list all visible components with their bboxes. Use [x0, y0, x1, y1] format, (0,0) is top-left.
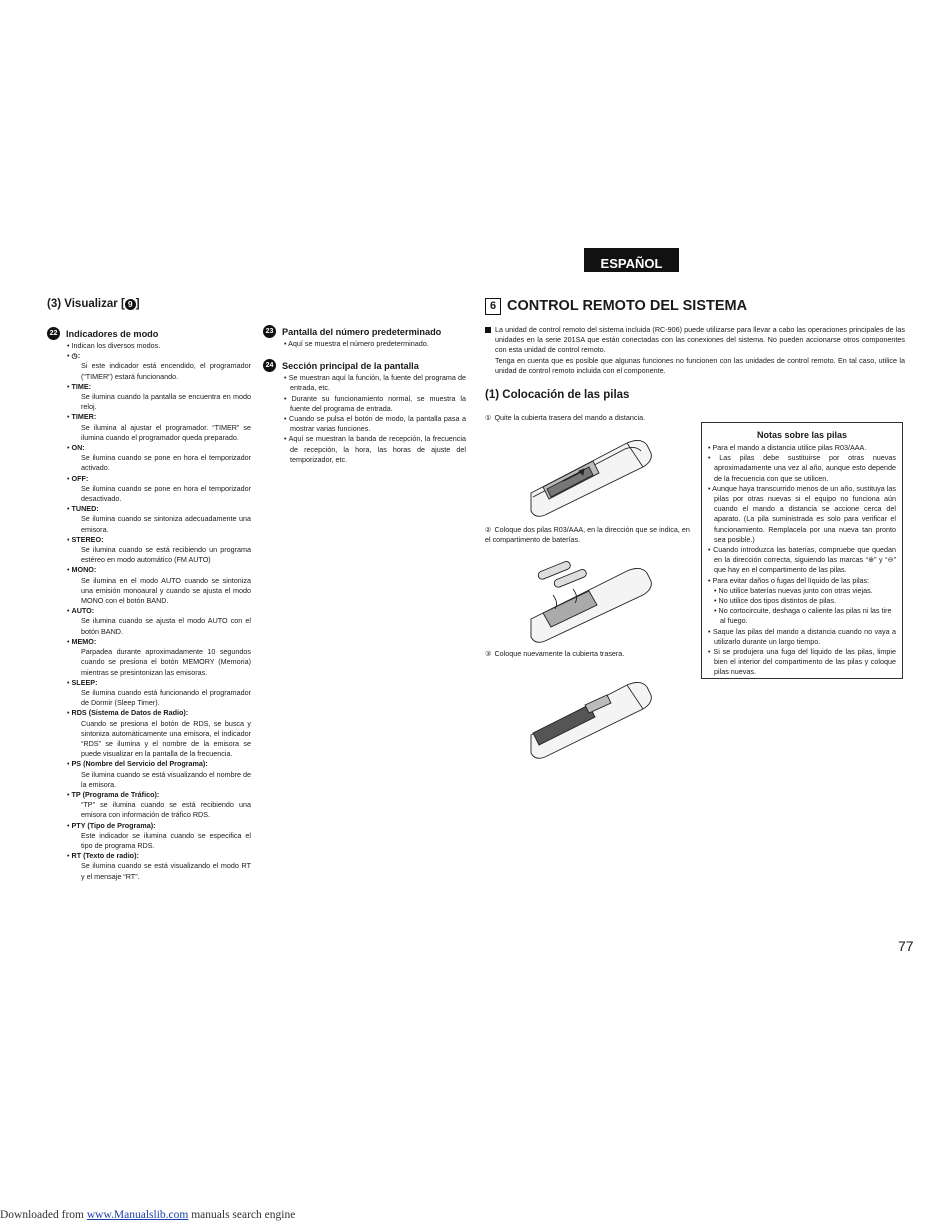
battery-insertion-illustration	[523, 559, 653, 645]
step-1	[485, 413, 690, 423]
mode-item	[67, 790, 251, 821]
mode-description: Se ilumina cuando se está visualizando el nombre de la emisora.	[81, 769, 251, 789]
mode-name: • AUTO:	[67, 606, 251, 616]
mode-item	[67, 412, 251, 443]
mode-item	[67, 565, 251, 606]
mode-name: • TP (Programa de Tráfico):	[67, 790, 251, 800]
mode-item	[67, 351, 251, 382]
bullet-item: • Aquí se muestran la banda de recepción, la frecuencia de recepción, la hora, las horas de ajuste del temporizador, etc.	[263, 434, 466, 465]
battery-steps	[485, 411, 905, 731]
mode-name: • TUNED:	[67, 504, 251, 514]
note-item: • Cuando introduzca las baterías, compruebe que quedan en la dirección correcta, siguiendo las marcas “⊕” y “⊖” que hay en el compartimento de las pilas.	[708, 545, 896, 576]
notes-title: Notas sobre las pilas	[756, 430, 848, 441]
mode-name: • TIMER:	[67, 412, 251, 422]
mode-name: • OFF:	[67, 474, 251, 484]
mode-item	[67, 637, 251, 678]
intro-text-1: La unidad de control remoto del sistema incluida (RC-906) puede utilizarse para llevar a cabo las operaciones principales de las unidades en la serie 201SA que están conectadas con las conexiones del sistema. No pueden accionarse otros componentes con esta unidad de control remoto.	[495, 325, 905, 355]
intro-paragraph	[485, 325, 905, 376]
section-label: (3)	[47, 298, 62, 310]
mode-description: Este indicador se ilumina cuando se especifica el tipo de programa RDS.	[81, 830, 251, 850]
preset-number-heading	[263, 325, 466, 338]
footer-prefix: Downloaded from	[0, 1209, 87, 1221]
footer	[0, 1209, 295, 1221]
mode-item	[67, 678, 251, 709]
chapter-heading	[485, 298, 905, 315]
note-item: • Saque las pilas del mando a distancia cuando no vaya a utilizarlo durante un largo tiempo.	[708, 627, 896, 647]
step-text: Quite la cubierta trasera del mando a distancia.	[494, 413, 646, 423]
note-item: • Para el mando a distancia utilice pilas R03/AAA.	[708, 443, 896, 453]
footer-suffix: manuals search engine	[188, 1209, 296, 1221]
step-text: Coloque dos pilas R03/AAA, en la dirección que se indica, en el compartimento de baterías.	[485, 525, 690, 545]
bullet-list	[263, 339, 466, 349]
item-number: 24	[263, 359, 276, 372]
mode-description: Parpadea durante aproximadamente 10 segundos cuando se presiona el botón MEMORY (Memoria) mientras se presintonizan las emisoras.	[81, 647, 251, 677]
mode-item	[67, 474, 251, 505]
remote-cover-removal-illustration	[523, 431, 653, 517]
mode-item	[67, 851, 251, 882]
mode-description: Se ilumina cuando se está recibiendo un programa estéreo en modo automático (FM AUTO)	[81, 545, 251, 565]
language-badge: ESPAÑOL	[584, 248, 679, 272]
mode-description: Se ilumina en el modo AUTO cuando se sintoniza una emisión monoaural y cuando se ajusta el modo MONO con el botón BAND.	[81, 575, 251, 606]
mode-description: Se ilumina cuando se está visualizando el modo RT y el mensaje “RT”.	[81, 861, 251, 881]
manualslib-link[interactable]: www.Manualslib.com	[86, 1209, 189, 1221]
main-display-block	[263, 359, 466, 465]
subsection-title: Colocación de las pilas	[502, 389, 630, 402]
mode-name: • TIME:	[67, 382, 251, 392]
note-sub-item: • No cortocircuite, deshaga o caliente las pilas ni las tire al fuego.	[708, 606, 896, 626]
step-number: ①	[485, 413, 492, 423]
mode-item	[67, 821, 251, 852]
mode-description: Se ilumina cuando se pone en hora el temporizador activado.	[81, 453, 251, 473]
mode-description: Si este indicador está encendido, el programador (“TIMER”) estará funcionando.	[81, 361, 251, 381]
note-item: • Para evitar daños o fugas del líquido de las pilas:	[708, 576, 896, 586]
mode-name: • ON:	[67, 443, 251, 453]
mode-name: • STEREO:	[67, 535, 251, 545]
mode-name: • PS (Nombre del Servicio del Programa):	[67, 759, 251, 769]
bullet-item: • Cuando se pulsa el botón de modo, la pantalla pasa a mostrar varias funciones.	[263, 414, 466, 434]
mode-name: • RDS (Sistema de Datos de Radio):	[67, 708, 251, 718]
mode-description: Se ilumina cuando se ajusta el modo AUTO con el botón BAND.	[81, 616, 251, 636]
note-item: • Si se produjera una fuga del líquido de las pilas, limpie bien el interior del compartimento de las pilas y coloque pilas nuevas.	[708, 647, 896, 678]
mode-description: Se ilumina cuando se pone en hora el temporizador desactivado.	[81, 483, 251, 504]
bullet-list	[263, 373, 466, 465]
step-number: ②	[485, 525, 492, 535]
display-section-continued	[263, 325, 466, 475]
item-number: 22	[47, 327, 60, 340]
step-3	[485, 649, 690, 659]
mode-item	[67, 535, 251, 566]
main-display-heading	[263, 359, 466, 372]
note-sub-item: • No utilice dos tipos distintos de pilas.	[708, 596, 896, 606]
section-heading: (3) Visualizar [ 9 ]	[47, 298, 140, 310]
bullet-item: • Aquí se muestra el número predeterminado.	[263, 339, 466, 349]
mode-description: “TP” se ilumina cuando se está recibiendo una emisora con información de tráfico RDS.	[81, 800, 251, 820]
note-item: • Aunque haya transcurrido menos de un año, sustituya las pilas por otras nuevas si el equipo no funciona aún cuando el mando a distancia se accione cerca del aparato. (La pila suministrada es solo para verificar el funcionamiento. Remplacela por una nueva tan pronto sea posible.)	[708, 484, 896, 545]
notes-list	[708, 443, 896, 678]
remote-control-section	[485, 298, 905, 731]
page-number: 77	[898, 938, 914, 954]
intro-text-2: Tenga en cuenta que es posible que algunas funciones no funcionen con las unidades de control remoto. En tal caso, utilice la unidad de control remoto incluida con el componente.	[495, 355, 905, 375]
step-text: Coloque nuevamente la cubierta trasera.	[494, 649, 625, 659]
mode-name: • MONO:	[67, 565, 251, 575]
mode-indicators-intro: • Indican los diversos modos.	[47, 341, 251, 351]
subsection-heading	[485, 388, 905, 402]
mode-name: • SLEEP:	[67, 678, 251, 688]
battery-notes-box	[701, 422, 903, 679]
mode-item	[67, 606, 251, 637]
cover-replacement-illustration	[523, 673, 653, 759]
item-number: 23	[263, 325, 276, 338]
bullet-item: • Se muestran aquí la función, la fuente del programa de entrada, etc.	[263, 373, 466, 393]
display-section	[47, 298, 251, 882]
note-sub-item: • No utilice baterías nuevas junto con otras viejas.	[708, 586, 896, 596]
mode-item	[67, 443, 251, 474]
step-number: ③	[485, 649, 492, 659]
item-title: Pantalla del número predeterminado	[282, 326, 442, 337]
mode-item	[67, 504, 251, 535]
mode-name: • PTY (Tipo de Programa):	[67, 821, 251, 831]
mode-description: Se ilumina cuando se sintoniza adecuadamente una emisora.	[81, 514, 251, 534]
preset-number-block	[263, 325, 466, 349]
bullet-item: • Durante su funcionamiento normal, se muestra la fuente del programa de entrada.	[263, 394, 466, 414]
mode-item	[67, 708, 251, 759]
mode-description: Se ilumina cuando la pantalla se encuentra en modo reloj.	[81, 392, 251, 412]
mode-description: Se ilumina cuando está funcionando el programador de Dormir (Sleep Timer).	[81, 687, 251, 708]
step-2	[485, 525, 690, 545]
mode-name: • ◷:	[67, 351, 251, 361]
mode-item	[67, 759, 251, 790]
mode-name: • RT (Texto de radio):	[67, 851, 251, 861]
section-title: Visualizar	[64, 298, 118, 310]
mode-name: • MEMO:	[67, 637, 251, 647]
square-bullet-icon	[485, 327, 491, 333]
chapter-number: 6	[485, 298, 501, 315]
item-title: Indicadores de modo	[66, 328, 159, 339]
chapter-title: CONTROL REMOTO DEL SISTEMA	[507, 298, 748, 314]
item-title: Sección principal de la pantalla	[282, 360, 419, 371]
mode-description: Se ilumina al ajustar el programador. “TIMER” se ilumina cuando el programador queda preparado.	[81, 422, 251, 442]
mode-list	[47, 351, 251, 882]
reference-number: 9	[125, 299, 136, 310]
mode-item	[67, 382, 251, 413]
note-item: • Las pilas debe sustituirse por otras nuevas aproximadamente una vez al año, aunque esto depende de la frecuencia con que se utilicen.	[708, 453, 896, 484]
mode-description: Cuando se presiona el botón de RDS, se busca y sintoniza automáticamente una emisora, el indicador “RDS” se ilumina y el nombre de la emisora se puede visualizar en la pantalla de la frecuencia.	[81, 718, 251, 759]
mode-indicators-heading	[47, 327, 251, 340]
subsection-label: (1)	[485, 389, 500, 402]
